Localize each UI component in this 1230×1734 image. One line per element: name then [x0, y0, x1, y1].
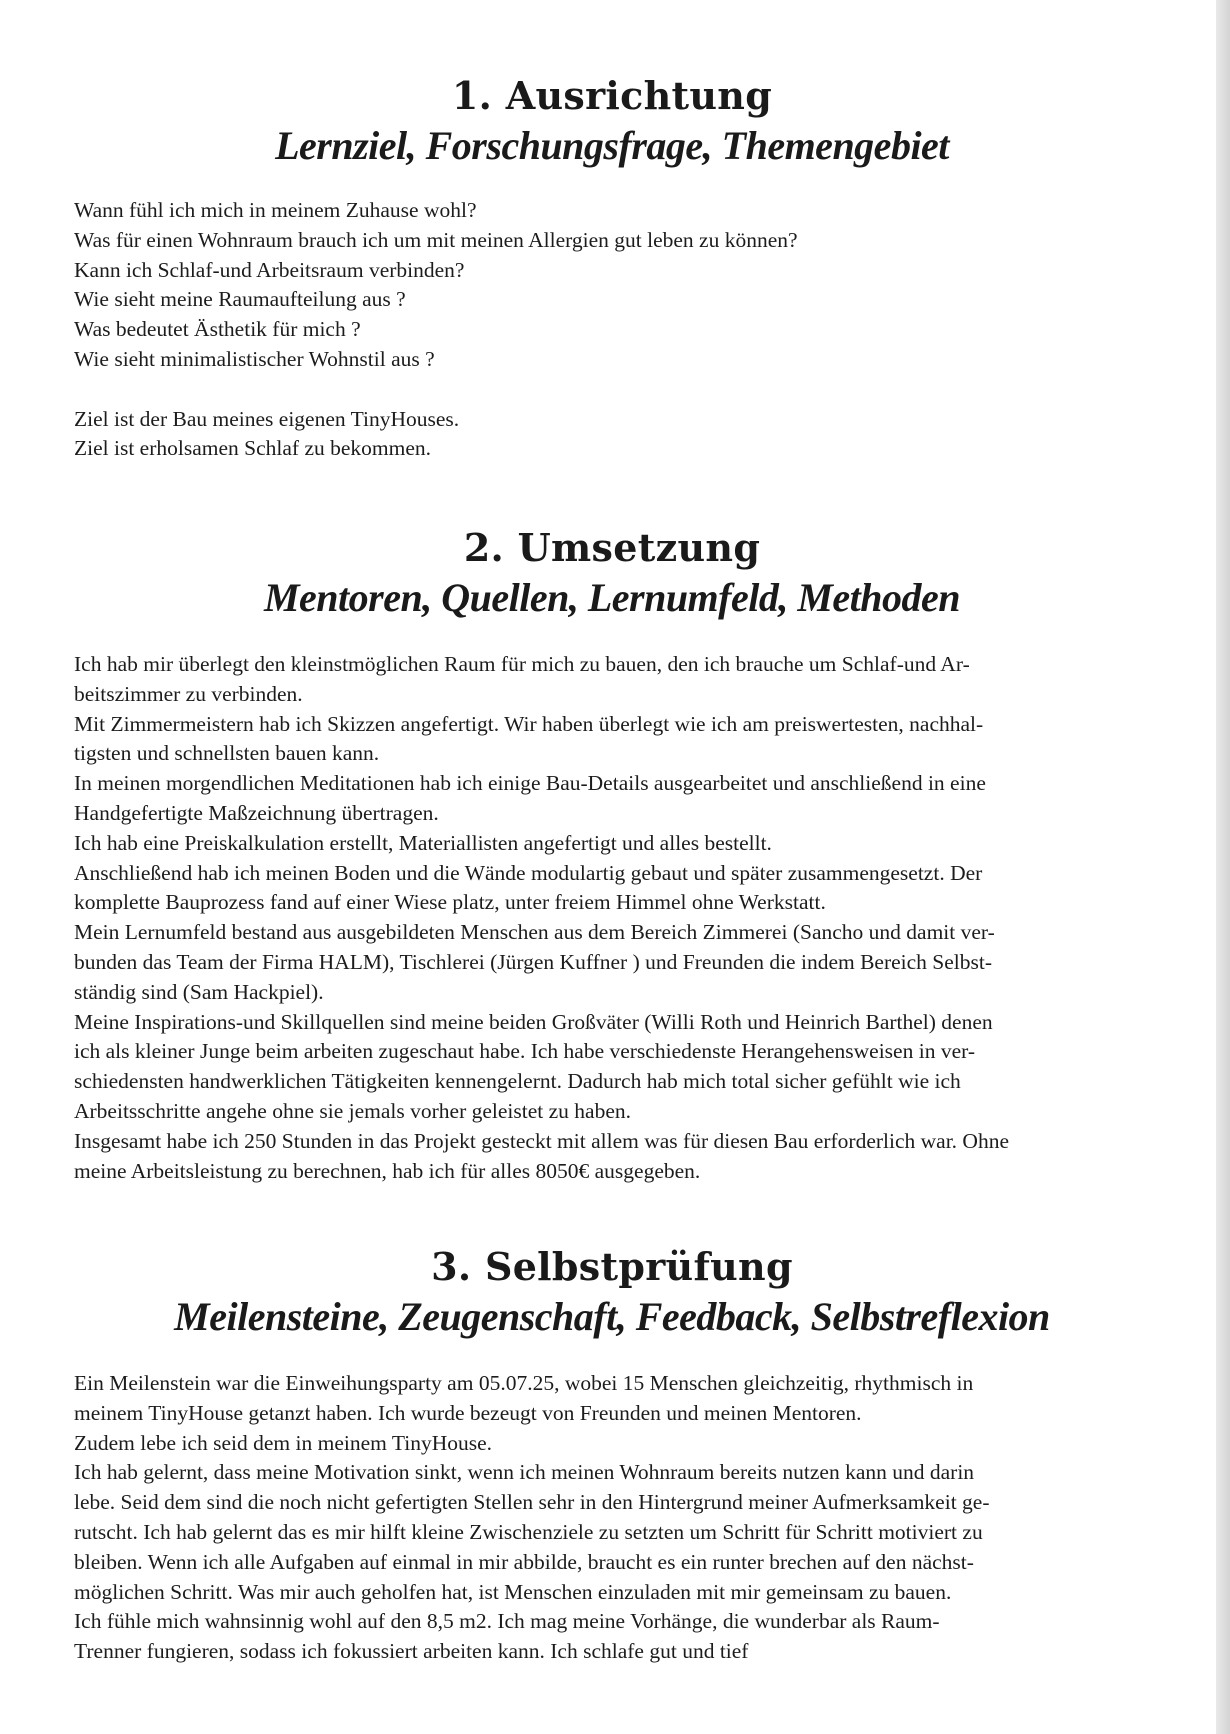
text-line: tigsten und schnellsten bauen kann. — [74, 741, 380, 766]
text-line: In meinen morgendlichen Meditationen hab ich einige Bau-Details ausgearbeitet und anschließend in eine — [74, 771, 986, 796]
text-line: Meine Inspirations-und Skillquellen sind meine beiden Großväter (Willi Roth und Heinrich Barthel) denen — [74, 1009, 993, 1034]
text-line: möglichen Schritt. Was mir auch geholfen hat, ist Menschen einzuladen mit mir gemeinsam zu bauen. — [74, 1579, 952, 1604]
text-line: Handgefertigte Maßzeichnung übertragen. — [74, 800, 439, 825]
text-line: Insgesamt habe ich 250 Stunden in das Projekt gesteckt mit allem was für diesen Bau erforderlich war. Ohne — [74, 1128, 1009, 1153]
section-title: 2. Umsetzung — [463, 525, 761, 570]
text-line: ständig sind (Sam Hackpiel). — [74, 979, 324, 1004]
text-line: Mein Lernumfeld bestand aus ausgebildeten Menschen aus dem Bereich Zimmerei (Sancho und damit ver- — [74, 920, 995, 945]
text-line: meine Arbeitsleistung zu berechnen, hab ich für alles 8050€ ausgegeben. — [74, 1158, 701, 1183]
text-line: Zudem lebe ich seid dem in meinem TinyHouse. — [74, 1430, 493, 1455]
text-line: Wie sieht meine Raumaufteilung aus ? — [74, 287, 406, 312]
section-body — [74, 1369, 1150, 1667]
text-line: Wie sieht minimalistischer Wohnstil aus ? — [74, 346, 435, 371]
section-ausrichtung — [74, 74, 1150, 464]
text-line: Ich hab eine Preiskalkulation erstellt, Materiallisten angefertigt und alles bestellt. — [74, 830, 772, 855]
section-title: 1. Ausrichtung — [451, 73, 773, 118]
section-selbstpruefung — [74, 1245, 1150, 1667]
text-line: beitszimmer zu verbinden. — [74, 681, 303, 706]
text-line: Mit Zimmermeistern hab ich Skizzen angefertigt. Wir haben überlegt wie ich am preiswertesten, nachhal- — [74, 711, 984, 736]
section-umsetzung — [74, 526, 1150, 1186]
paragraph-spacer — [74, 375, 1150, 405]
text-line: Ein Meilenstein war die Einweihungsparty am 05.07.25, wobei 15 Menschen gleichzeitig, rhythmisch in — [74, 1371, 974, 1395]
text-line: Wann fühl ich mich in meinem Zuhause wohl? — [74, 198, 477, 222]
text-line: rutscht. Ich hab gelernt das es mir hilft kleine Zwischenziele zu setzten um Schritt für Schritt motiviert zu — [74, 1519, 983, 1544]
section-subtitle: Mentoren, Quellen, Lernumfeld, Methoden — [263, 575, 961, 620]
text-line: Ich hab mir überlegt den kleinstmöglichen Raum für mich zu bauen, den ich brauche um Schlaf-und Ar- — [74, 652, 970, 676]
section-subtitle: Lernziel, Forschungsfrage, Themengebiet — [275, 123, 949, 168]
text-line: lebe. Seid dem sind die noch nicht gefertigten Stellen sehr in den Hintergrund meiner Aufmerksamkeit ge- — [74, 1490, 990, 1515]
goal-line: Ziel ist erholsamen Schlaf zu bekommen. — [74, 436, 432, 461]
text-line: Ich fühle mich wahnsinnig wohl auf den 8,5 m2. Ich mag meine Vorhänge, die wunderbar als Raum- — [74, 1609, 940, 1634]
text-line: schiedensten handwerklichen Tätigkeiten kennengelernt. Dadurch hab mich total sicher gefühlt wie ich — [74, 1069, 961, 1094]
page-edge-shadow — [1216, 0, 1230, 1734]
text-line: ich als kleiner Junge beim arbeiten zugeschaut habe. Ich habe verschiedenste Herangehensweisen in ver- — [74, 1039, 975, 1064]
section-body — [74, 196, 1150, 464]
text-line: Kann ich Schlaf-und Arbeitsraum verbinden? — [74, 257, 465, 282]
text-line: komplette Bauprozess fand auf einer Wiese platz, unter freiem Himmel ohne Werkstatt. — [74, 890, 826, 915]
text-line: bleiben. Wenn ich alle Aufgaben auf einmal in mir abbilde, braucht es ein runter brechen auf den nächst- — [74, 1549, 974, 1574]
text-line: Was bedeutet Ästhetik für mich ? — [74, 317, 361, 342]
text-line: Trenner fungieren, sodass ich fokussiert arbeiten kann. Ich schlafe gut und tief — [74, 1639, 749, 1664]
text-line: meinem TinyHouse getanzt haben. Ich wurde bezeugt von Freunden und meinen Mentoren. — [74, 1400, 862, 1425]
section-title: 3. Selbstprüfung — [431, 1244, 793, 1289]
section-body — [74, 650, 1150, 1186]
text-line: Arbeitsschritte angehe ohne sie jemals vorher geleistet zu haben. — [74, 1098, 632, 1123]
text-line: Anschließend hab ich meinen Boden und die Wände modulartig gebaut und später zusammengesetzt. Der — [74, 860, 983, 885]
section-subtitle: Meilensteine, Zeugenschaft, Feedback, Selbstreflexion — [174, 1294, 1050, 1339]
goal-line: Ziel ist der Bau meines eigenen TinyHouses. — [74, 406, 460, 431]
text-line: bunden das Team der Firma HALM), Tischlerei (Jürgen Kuffner ) und Freunden die indem Bereich Selbst- — [74, 949, 993, 974]
text-line: Ich hab gelernt, dass meine Motivation sinkt, wenn ich meinen Wohnraum bereits nutzen kann und darin — [74, 1460, 975, 1485]
text-line: Was für einen Wohnraum brauch ich um mit meinen Allergien gut leben zu können? — [74, 227, 798, 252]
